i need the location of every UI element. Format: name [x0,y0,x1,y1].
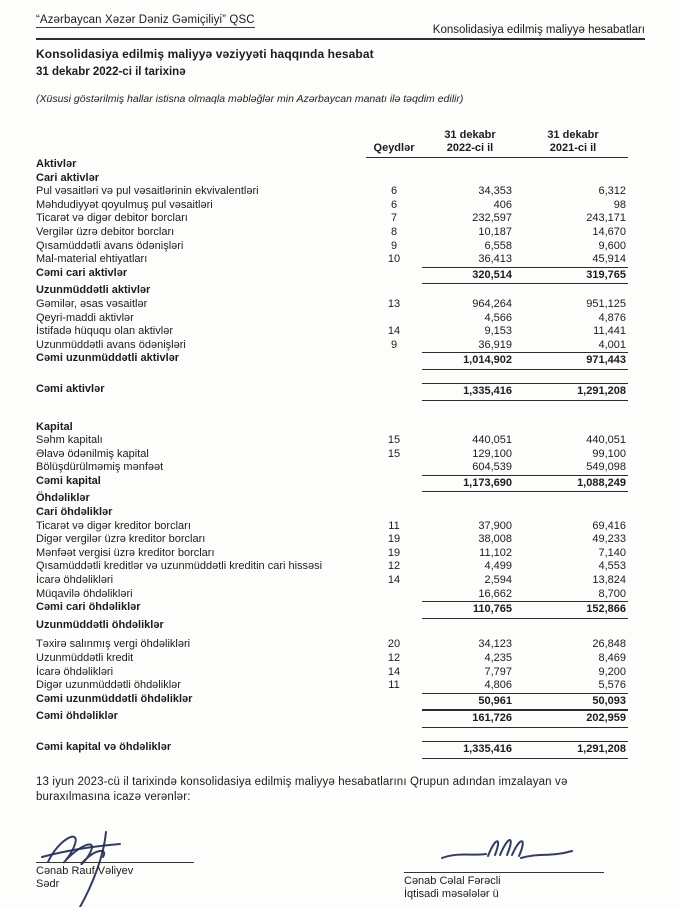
statement-date: 31 dekabr 2022-ci il tarixinə [36,66,186,78]
row-note: 19 [387,546,401,559]
row-note [366,601,422,619]
doc-footer [36,775,645,805]
row-label: Ticarət və digər debitor borcları [36,212,188,225]
row-note [366,383,422,401]
row-note [366,461,422,475]
row-value-2021: 1,291,208 [518,741,628,759]
row-value-2021: 202,959 [518,710,628,728]
row-value-2022: 37,900 [478,519,512,532]
row-note: 15 [387,447,401,460]
row-value-2022: 1,335,416 [422,741,518,759]
table-row [36,560,628,574]
row-note: 8 [390,225,398,238]
signoff-paragraph: 13 iyun 2023-cü il tarixində konsolidasiya edilmiş maliyyə hesabatlarını Qrupun adından imzalayan və buraxılmasına icazə verənlər: [36,776,568,803]
row-value-2021: 13,824 [592,574,626,587]
row-value-2022: 11,102 [479,546,512,559]
table-row [36,212,628,226]
row-value-2022: 36,413 [478,253,512,266]
row-value-2022: 964,264 [472,297,512,310]
row-note [366,172,422,186]
table-row [36,339,628,353]
row-note: 12 [387,560,401,573]
row-value-2021: 4,553 [598,560,626,573]
row-label: Cəmi cari aktivlər [36,266,128,279]
row-label: Cəmi aktivlər [36,382,105,395]
row-note [366,710,422,728]
table-row [36,421,628,435]
row-note [366,312,422,326]
row-value-2022: 1,173,690 [422,475,518,493]
row-value-2022: 34,123 [478,638,512,651]
row-value-2022: 604,539 [472,461,512,474]
row-note: 20 [387,638,401,651]
row-label: Cəmi kapital [36,474,101,487]
row-note [366,267,422,285]
table-body [36,158,628,759]
row-value-2021: 49,233 [592,533,626,546]
row-value-2022: 36,919 [478,338,512,351]
signature-block-left [36,862,194,891]
row-label: Qeyri-maddi aktivlər [36,311,134,324]
row-value-2022: 129,100 [472,447,512,460]
signature-block-right [404,872,604,901]
row-value-2022 [422,421,518,435]
row-value-2021: 9,200 [598,665,626,678]
table-row [36,601,628,619]
row-label: Digər vergilər üzrə kreditor borcları [36,533,206,546]
company-name: “Azərbaycan Xəzər Dəniz Gəmiçiliyi” QSC [36,14,255,26]
signature-line [404,872,604,873]
row-value-2022: 16,662 [478,587,512,600]
row-value-2021: 69,416 [592,519,626,532]
presentation-note: (Xüsusi göstərilmiş hallar istisna olmaqla məbləğlər min Azərbaycan manatı ilə təqdim edilir) [36,93,464,105]
row-label: Qısamüddətli avans ödənişləri [36,239,184,252]
column-header-2021: 31 dekabr 2021-ci il [518,129,628,158]
row-value-2022 [422,284,518,298]
table-row [36,520,628,534]
row-note: 14 [387,665,401,678]
row-value-2021: 50,093 [518,693,628,711]
row-label: Mal-material ehtiyatları [36,253,148,266]
signature-calal-faracli-ink [436,828,596,872]
row-label: Cəmi kapital və öhdəliklər [36,740,172,753]
row-value-2021: 549,098 [586,461,626,474]
row-value-2021: 5,576 [598,679,626,692]
row-value-2022: 50,961 [422,693,518,711]
row-value-2022 [422,492,518,506]
row-note [366,506,422,520]
row-label: Təxirə salınmış vergi öhdəlikləri [36,638,191,651]
row-value-2022 [422,619,518,633]
table-row [36,588,628,602]
table-row [36,240,628,254]
signatory-title: Sədr [36,878,60,890]
row-note: 12 [387,652,401,664]
table-row [36,298,628,312]
statement-title: Konsolidasiya edilmiş maliyyə vəziyyəti haqqında hesabat [36,47,374,61]
row-label: Cəmi uzunmüddətli öhdəliklər [36,692,193,705]
row-value-2021: 1,088,249 [518,475,628,493]
row-value-2022: 1,014,902 [422,352,518,370]
row-value-2022: 2,594 [484,574,512,587]
row-value-2022 [422,158,518,172]
table-row [36,492,628,506]
row-value-2022: 6,558 [484,239,512,252]
row-value-2021: 14,670 [592,225,626,238]
row-note: 15 [387,434,401,447]
table-row [36,199,628,213]
row-value-2022: 4,566 [484,311,512,324]
row-value-2022: 10,187 [478,225,512,238]
column-header-notes: Qeydlər [366,142,422,158]
row-note: 13 [387,297,401,310]
row-value-2022 [422,172,518,186]
row-label: Cəmi öhdəliklər [36,710,118,723]
row-note [366,619,422,633]
table-row [36,185,628,199]
row-value-2022: 232,597 [472,212,512,225]
row-label: Cari öhdəliklər [36,506,113,519]
row-value-2022: 4,806 [484,679,512,692]
signatory-name: Cənab Rauf Vəliyev [36,865,134,877]
row-label: Öhdəliklər [36,492,90,505]
row-note [366,588,422,602]
row-value-2021 [518,284,628,298]
row-value-2021: 45,914 [592,253,626,266]
row-value-2022: 320,514 [422,267,518,285]
row-value-2022 [422,506,518,520]
row-label: Aktivlər [36,158,77,170]
row-value-2022: 110,765 [422,601,518,619]
row-value-2021: 1,291,208 [518,383,628,401]
row-label: Əlavə ödənilmiş kapital [36,447,149,460]
row-label: Məhdudiyyət qoyulmuş pul vəsaitləri [36,198,213,211]
table-row [36,666,628,680]
row-label: Ticarət və digər kreditor borcları [36,519,191,532]
row-value-2021 [518,492,628,506]
table-row [36,267,628,285]
row-value-2021: 319,765 [518,267,628,285]
row-note [366,492,422,506]
table-row [36,434,628,448]
row-value-2021 [518,421,628,435]
table-row [36,226,628,240]
table-row [36,325,628,339]
row-value-2021: 6,312 [598,185,626,198]
row-value-2021: 951,125 [586,297,626,310]
table-row [36,352,628,370]
table-row [36,461,628,475]
row-label: Mənfəət vergisi üzrə kreditor borcları [36,546,215,559]
table-row [36,253,628,267]
row-label: İstifadə hüququ olan aktivlər [36,325,173,338]
table-row [36,158,628,172]
table-row [36,741,628,759]
row-value-2021 [518,506,628,520]
row-note: 14 [387,325,401,338]
row-value-2022: 440,051 [472,434,512,447]
row-value-2022: 4,499 [484,560,512,573]
table-row [36,652,628,666]
row-value-2021: 243,171 [586,212,626,225]
table-row [36,284,628,298]
row-value-2021: 11,441 [593,325,626,338]
row-label: Kapital [36,420,73,433]
row-value-2021: 971,443 [518,352,628,370]
row-value-2021: 4,876 [598,311,626,324]
row-value-2022: 1,335,416 [422,383,518,401]
row-label: Bölüşdürülməmiş mənfəət [36,461,164,474]
row-note [366,741,422,759]
row-value-2022: 161,726 [422,710,518,728]
row-label: İcarə öhdəlikləri [36,665,114,678]
table-row [36,693,628,711]
row-value-2021: 8,700 [598,587,626,600]
row-label: Uzunmüddətli öhdəliklər [36,618,164,631]
row-value-2021 [518,158,628,172]
balance-sheet-table [36,129,628,759]
row-label: Cari aktivlər [36,171,99,184]
row-value-2021: 99,100 [592,447,626,460]
signatory-name: Cənab Cəlal Fərəcli [404,875,501,887]
table-row [36,619,628,633]
row-label: İcarə öhdəlikləri [36,574,114,587]
table-row [36,475,628,493]
row-value-2021: 26,848 [592,638,626,651]
row-value-2021: 4,001 [598,338,626,351]
row-note: 6 [390,185,398,198]
row-label: Uzunmüddətli kredit [36,652,134,664]
table-row [36,679,628,693]
row-note [366,475,422,493]
signatory-title: İqtisadi məsələlər ü [404,888,499,900]
doc-header [36,14,645,40]
row-note: 6 [390,198,398,211]
table-header-row [36,129,628,158]
row-note [366,158,422,172]
row-note: 11 [388,679,400,692]
table-row [36,533,628,547]
table-row [36,312,628,326]
row-note [366,352,422,370]
table-row [36,172,628,186]
row-note [366,284,422,298]
row-value-2021: 9,600 [598,239,626,252]
row-note [366,693,422,711]
row-note: 7 [390,212,398,225]
row-value-2021 [518,619,628,633]
row-label: Səhm kapitalı [36,434,103,447]
row-label: Gəmilər, əsas vəsaitlər [36,297,148,310]
row-label: Cəmi cari öhdəliklər [36,601,141,614]
row-value-2022: 7,797 [484,665,512,678]
row-value-2021: 7,140 [598,546,626,559]
table-row [36,506,628,520]
row-value-2022: 4,235 [484,652,512,664]
row-value-2022: 38,008 [478,533,512,546]
table-row [36,547,628,561]
row-value-2021: 152,866 [518,601,628,619]
row-label: Uzunmüddətli avans ödənişləri [36,338,186,351]
row-note: 10 [387,253,401,266]
row-value-2021: 98 [613,198,626,211]
row-note: 9 [390,239,398,252]
signature-line [36,862,194,863]
row-value-2021: 440,051 [586,434,626,447]
row-value-2022: 406 [493,198,512,211]
row-label: Müqavilə öhdəlikləri [36,587,133,600]
row-label: Qısamüddətli kreditlər və uzunmüddətli kreditin cari hissəsi [36,560,323,573]
row-note: 11 [388,519,400,532]
row-note: 9 [390,338,398,351]
row-label: Pul vəsaitləri və pul vəsaitlərinin ekvivalentləri [36,185,259,198]
row-label: Vergilər üzrə debitor borcları [36,225,175,238]
table-row [36,710,628,728]
row-note: 19 [387,533,401,546]
report-type-label: Konsolidasiya edilmiş maliyyə hesabatları [432,24,645,36]
signature-rauf-valiyev-ink [28,812,188,907]
column-header-2022: 31 dekabr 2022-ci il [422,129,518,158]
row-note: 14 [387,574,401,587]
row-value-2021: 8,469 [598,652,626,664]
row-label: Digər uzunmüddətli öhdəliklər [36,679,181,692]
row-value-2022: 9,153 [484,325,512,338]
row-label: Uzunmüddətli aktivlər [36,284,151,297]
row-value-2021 [518,172,628,186]
row-value-2022: 34,353 [478,185,512,198]
row-label: Cəmi uzunmüddətli aktivlər [36,352,180,365]
table-row [36,448,628,462]
table-row [36,574,628,588]
table-row [36,638,628,652]
table-row [36,383,628,401]
row-note [366,421,422,435]
